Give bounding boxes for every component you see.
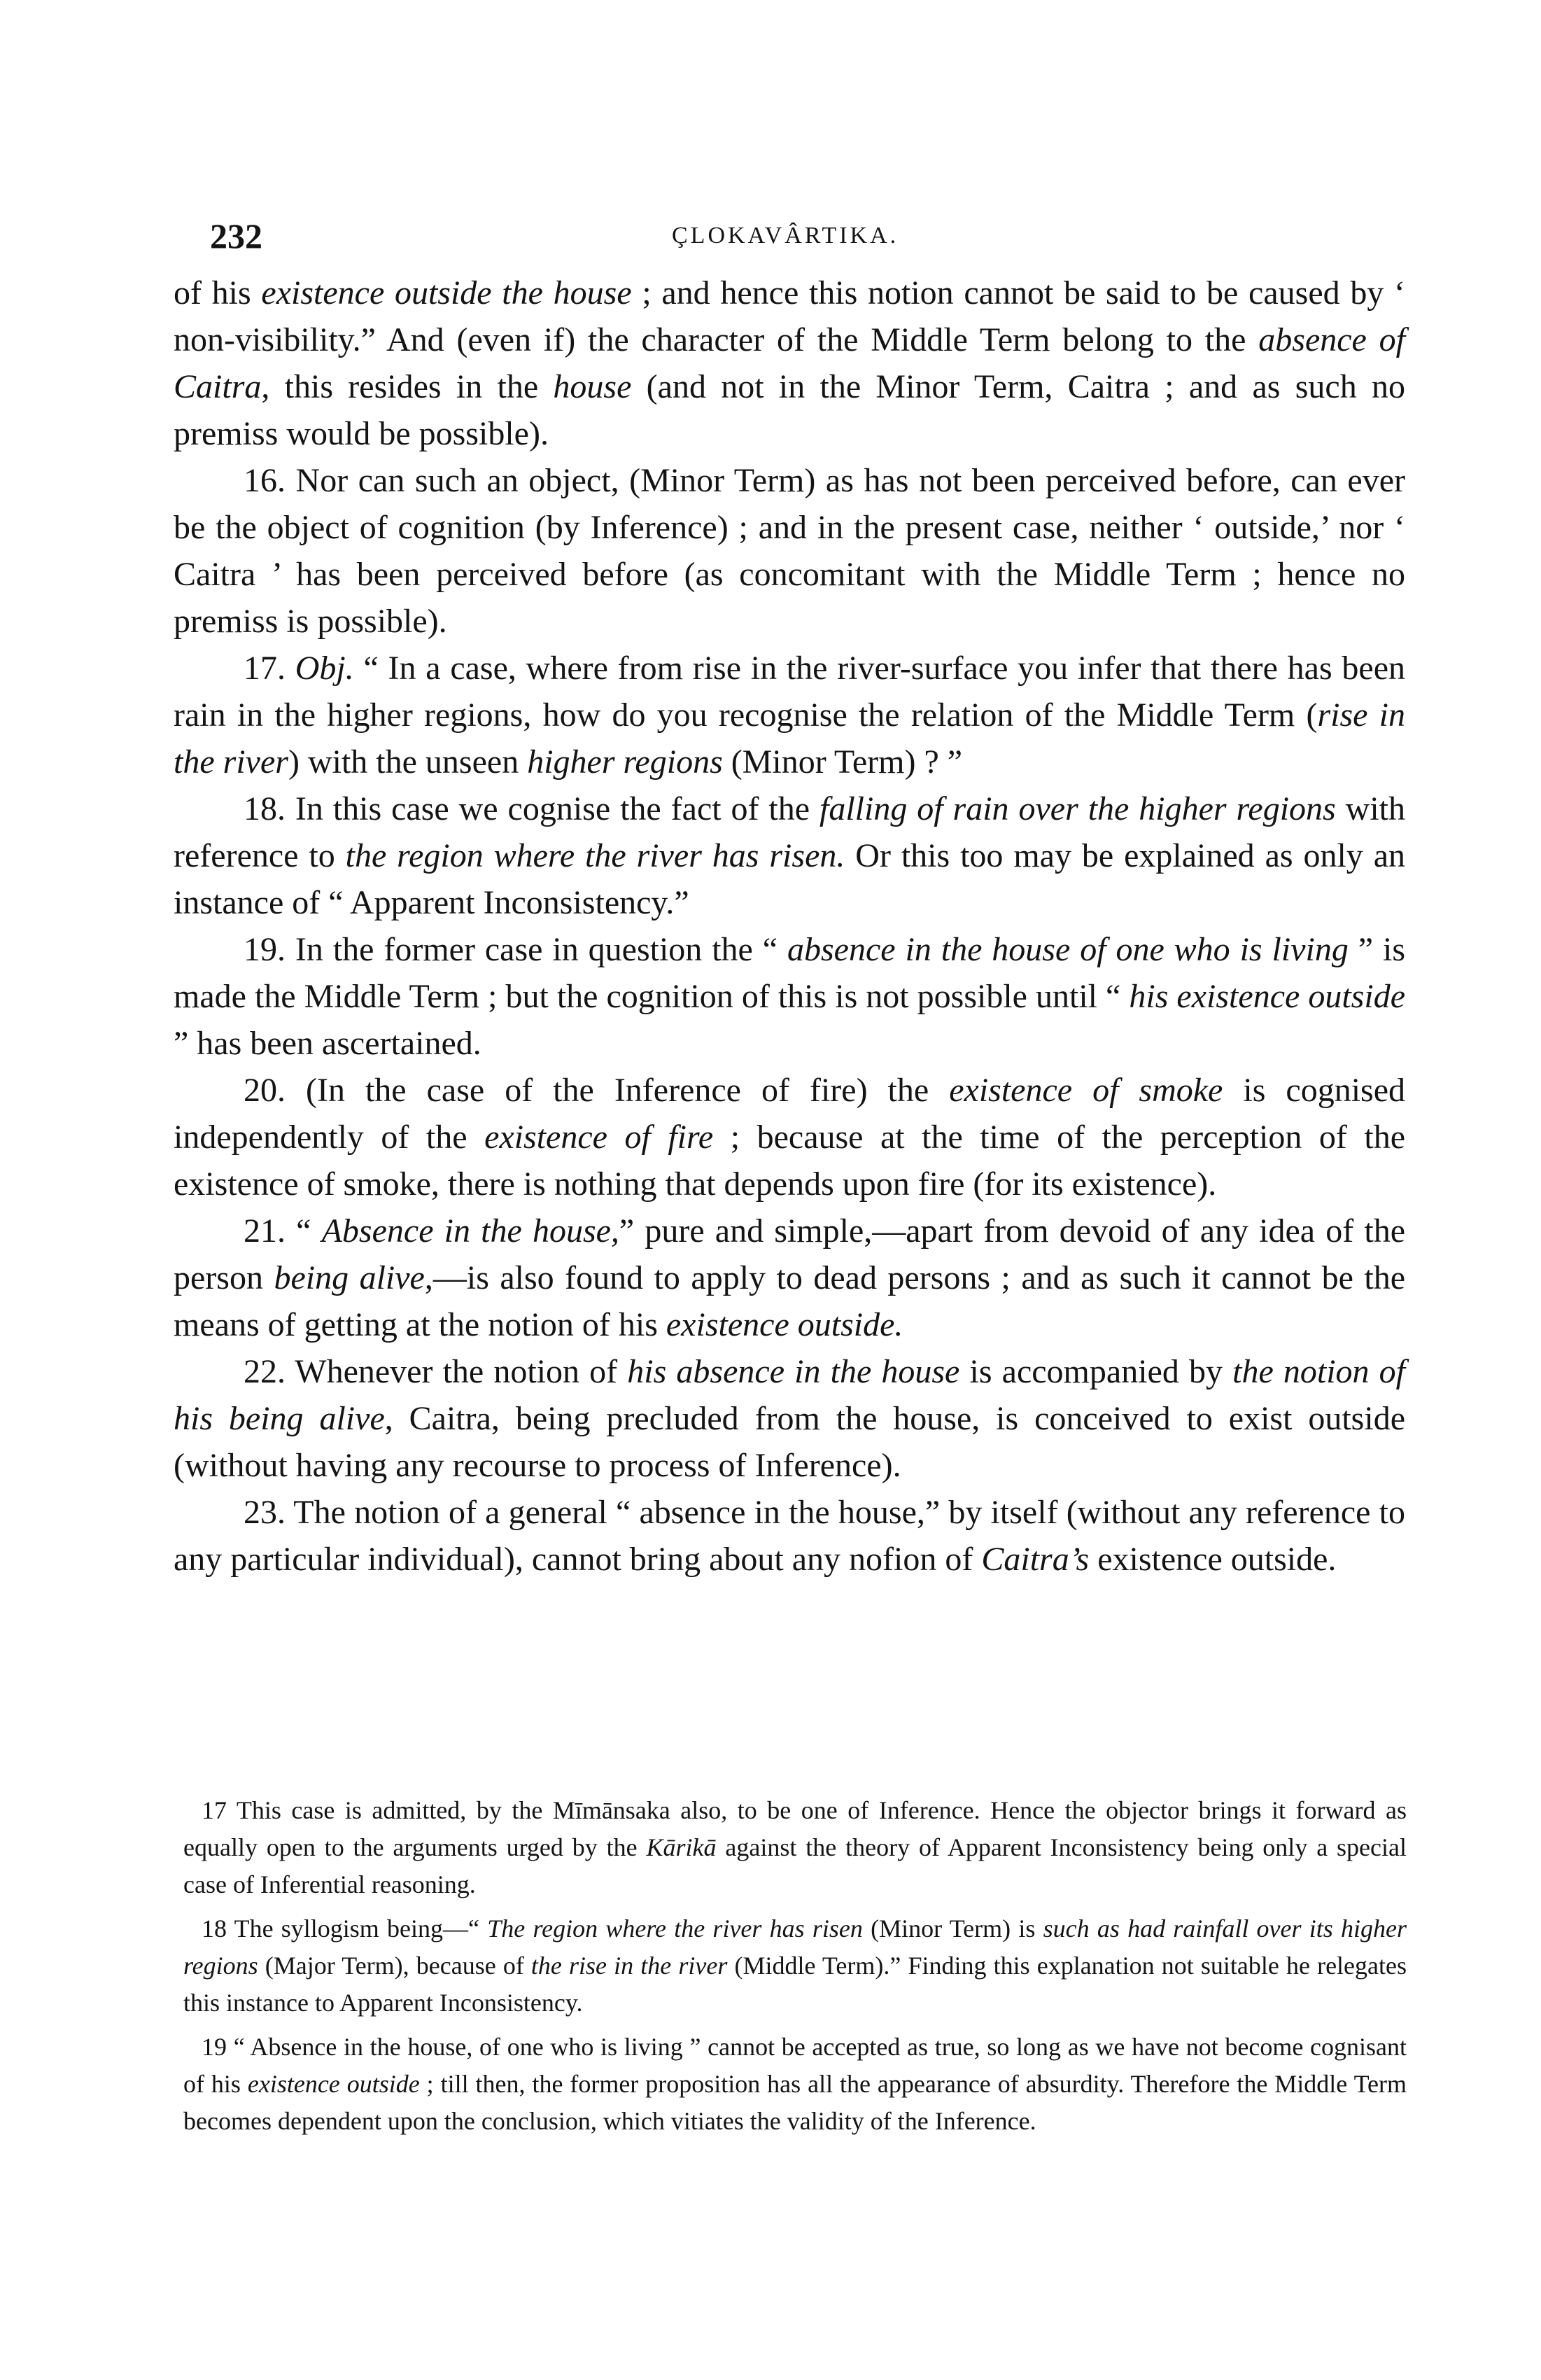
continuation-paragraph: of his existence outside the house ; and hence this notion cannot be said to be caused by ‘ non-visibility.” And (even if) the character of the Middle Term belong to the absence of Caitra, this resides in the house (and not in the Minor Term, Caitra ; and as such no premiss would be possible).: [174, 274, 1405, 452]
page-number: 232: [210, 216, 262, 255]
main-text: [174, 270, 1405, 1583]
footnote-17: 17 This case is admitted, by the Mīmānsaka also, to be one of Inference. Hence the objector brings it forward as equally open to the arguments urged by the Kārikā against the theory of Apparent Inconsistency being only a special case of Inferential reasoning.: [183, 1796, 1407, 1898]
verse-23: 23. The notion of a general “ absence in the house,” by itself (without any reference to any particular individual), cannot bring about any nofion of Caitra’s existence outside.: [174, 1494, 1405, 1578]
verse-17: 17. Obj. “ In a case, where from rise in the river-surface you infer that there has been rain in the higher regions, how do you recognise the relation of the Middle Term (rise in the river) with the unseen higher regions (Minor Term) ? ”: [174, 650, 1405, 780]
page-header: [210, 210, 1400, 273]
footnote-18: 18 The syllogism being—“ The region where the river has risen (Minor Term) is such as had rainfall over its higher regions (Major Term), because of the rise in the river (Middle Term).” Finding this explanation not suitable he relegates this instance to Apparent Inconsistency.: [183, 1914, 1407, 2017]
verse-20: 20. (In the case of the Inference of fire) the existence of smoke is cognised independently of the existence of fire ; because at the time of the perception of the existence of smoke, there is nothing that depends upon fire (for its existence).: [174, 1072, 1406, 1203]
verse-22: 22. Whenever the notion of his absence in the house is accompanied by the notion of his being alive, Caitra, being precluded from the house, is conceived to exist outside (without having any recourse to process of Inference).: [174, 1353, 1406, 1484]
footnote-19: 19 “ Absence in the house, of one who is living ” cannot be accepted as true, so long as we have not become cognisant of his existence outside ; till then, the former proposition has all the appearance of absurdity. Therefore the Middle Term becomes dependent upon the conclusion, which vitiates the validity of the Inference.: [183, 2033, 1407, 2135]
verse-19: 19. In the former case in question the “ absence in the house of one who is living ” is made the Middle Term ; but the cognition of this is not possible until “ his existence outside ” has been ascertained.: [174, 931, 1405, 1062]
verse-18: 18. In this case we cognise the fact of the falling of rain over the higher regions with reference to the region where the river has risen. Or this too may be explained as only an instance of “ Apparent Inconsistency.”: [174, 790, 1405, 921]
running-title: ÇLOKAVÂRTIKA.: [672, 223, 899, 248]
verse-16: 16. Nor can such an object, (Minor Term) as has not been perceived before, can ever be the object of cognition (by Inference) ; and in the present case, neither ‘ outside,’ nor ‘ Caitra ’ has been perceived before (as concomitant with the Middle Term ; hence no premiss is possible).: [174, 462, 1405, 640]
footnotes: [183, 1792, 1407, 2147]
verse-21: 21. “ Absence in the house,” pure and simple,—apart from devoid of any idea of the person being alive,—is also found to apply to dead persons ; and as such it cannot be the means of getting at the notion of his existence outside.: [174, 1212, 1406, 1343]
